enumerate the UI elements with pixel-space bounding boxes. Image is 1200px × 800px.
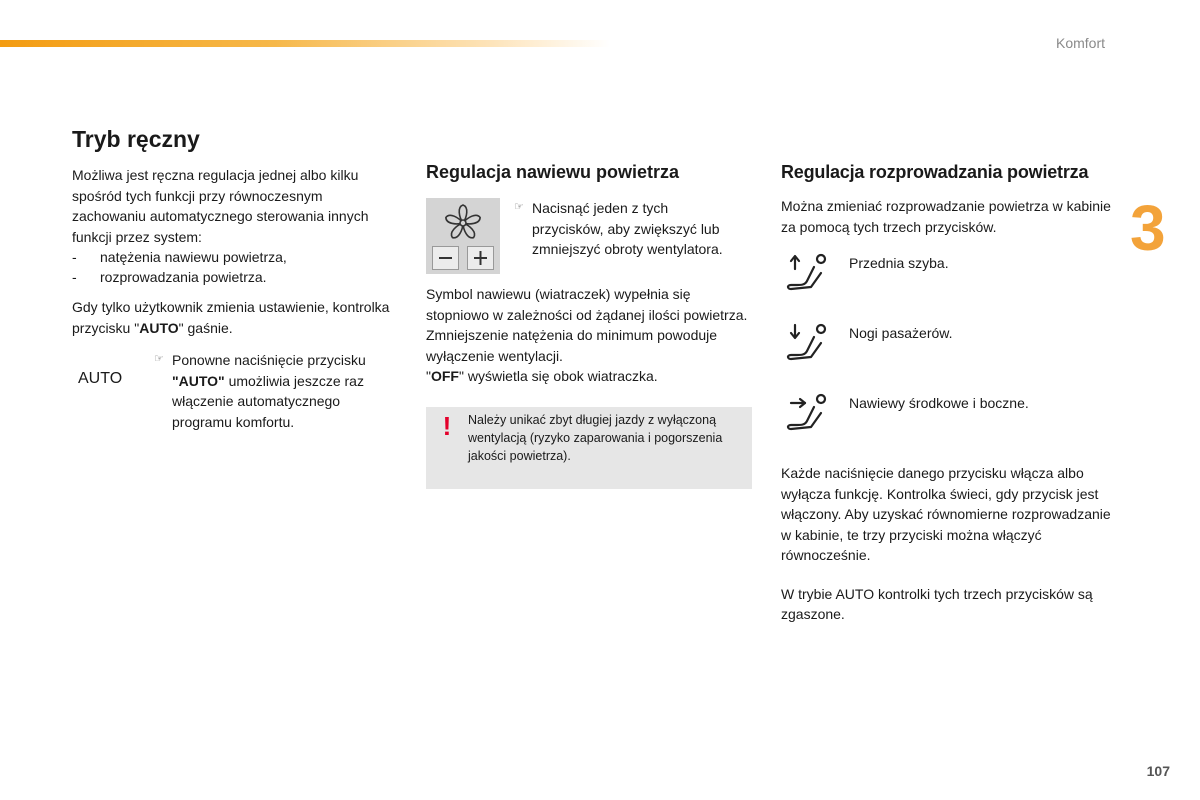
distribution-auto-text: W trybie AUTO kontrolki tych trzech przycisków są zgaszone. — [781, 585, 1093, 622]
warning-box — [426, 407, 752, 489]
list-item: - rozprowadzania powietrza. — [72, 269, 267, 285]
central-vents-airflow-icon — [781, 391, 831, 439]
distribution-toggle-text: Każde naciśnięcie danego przycisku włącza albo wyłącza funkcję. Kontrolka świeci, gdy przycisk jest włączony. Aby uzyskać równomierne rozprowadzanie w kabinie, te trzy przyciski można włączyć równocześnie. — [781, 465, 1111, 563]
auto-button-block — [72, 350, 392, 432]
page-number: 107 — [1146, 763, 1170, 779]
off-text: "OFF" wyświetla się obok wiatraczka. — [426, 368, 658, 384]
section-name: Komfort — [1055, 35, 1105, 51]
indicator-text: Gdy tylko użytkownik zmienia ustawienie, kontrolka przycisku "AUTO" gaśnie. — [72, 299, 390, 336]
fan-instruction: ☞ Nacisnąć jeden z tych przycisków, aby zwiększyć lub zmniejszyć obroty wentylatora. — [514, 198, 732, 274]
pointer-icon: ☞ — [154, 353, 164, 365]
auto-note: ☞ Ponowne naciśnięcie przycisku "AUTO" umożliwia jeszcze raz włączenie automatycznego programu komfortu. — [154, 350, 392, 432]
list-item: - natężenia nawiewu powietrza, — [72, 249, 287, 265]
manual-mode-section — [72, 126, 392, 432]
fan-symbol-text: Symbol nawiewu (wiatraczek) wypełnia się stopniowo w zależności od żądanej ilości powietrza. — [426, 286, 748, 323]
minus-icon — [433, 247, 458, 269]
auto-button[interactable]: AUTO — [78, 370, 123, 387]
warning-icon: ! — [442, 410, 452, 441]
distribution-section — [781, 160, 1111, 625]
plus-icon — [468, 247, 493, 269]
section-title: Tryb ręczny — [72, 126, 200, 152]
fan-minimum-text: Zmniejszenie natężenia do minimum powoduje wyłączenie wentylacji. — [426, 327, 718, 364]
fan-increase-button[interactable] — [467, 246, 494, 270]
manual-intro: Możliwa jest ręczna regulacja jednej albo kilku spośród tych funkcji przy równoczesnym zachowaniu automatycznego sterowania innych funkcji przez system: — [72, 167, 369, 245]
header-accent-bar — [0, 40, 610, 47]
pointer-icon: ☞ — [514, 201, 524, 213]
footwell-airflow-icon — [781, 321, 831, 369]
airflow-section — [426, 160, 756, 489]
airflow-title: Regulacja nawiewu powietrza — [426, 162, 680, 182]
distribution-title: Regulacja rozprowadzania powietrza — [781, 162, 1089, 182]
distribution-mode-central-vents[interactable]: Nawiewy środkowe i boczne. — [781, 391, 1111, 461]
windscreen-airflow-icon — [781, 251, 831, 299]
chapter-number: 3 — [1130, 192, 1166, 264]
distribution-mode-windscreen[interactable]: Przednia szyba. — [781, 251, 1111, 321]
fan-decrease-button[interactable] — [432, 246, 459, 270]
distribution-intro: Można zmieniać rozprowadzanie powietrza w kabinie za pomocą tych trzech przycisków. — [781, 198, 1111, 235]
warning-text: Należy unikać zbyt długiej jazdy z wyłączoną wentylacją (ryzyko zaparowania i pogorszenia jakości powietrza). — [468, 412, 723, 463]
distribution-mode-footwell[interactable]: Nogi pasażerów. — [781, 321, 1111, 391]
fan-control-panel — [426, 198, 500, 274]
